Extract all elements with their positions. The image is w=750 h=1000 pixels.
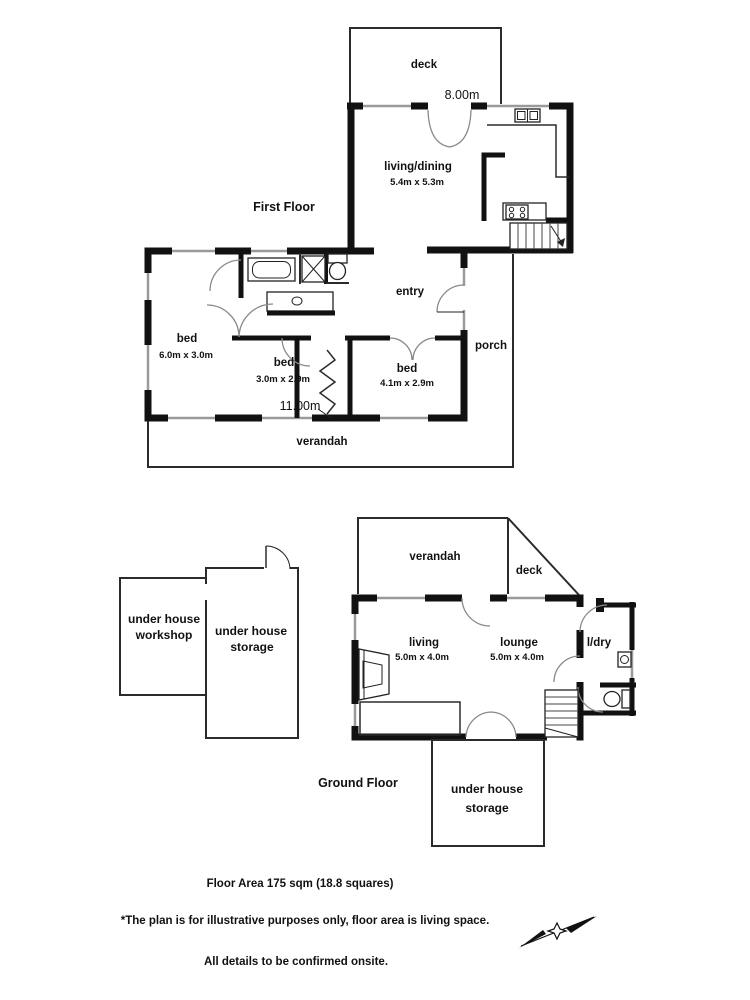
gf-verandah-label: verandah <box>409 551 461 563</box>
ff-living-dining-label: living/dining <box>384 161 452 173</box>
door-arc <box>390 338 435 360</box>
gf-storage-lower-label-2: storage <box>465 801 509 815</box>
vanity-icon <box>267 292 333 311</box>
bench-outline <box>360 702 460 735</box>
shower-icon <box>302 256 325 282</box>
fireplace-icon <box>359 649 389 700</box>
gf-workshop-label-1: under house <box>127 612 201 626</box>
ff-living-dining-dim: 5.4m x 5.3m <box>390 177 444 188</box>
bath-icon <box>248 258 295 281</box>
door-arc <box>554 656 580 682</box>
ff-bed1-dim: 6.0m x 3.0m <box>159 350 213 361</box>
ff-bed1-label: bed <box>176 333 198 345</box>
floor-area-text: Floor Area 175 sqm (18.8 squares) <box>206 878 394 890</box>
door-arc <box>210 260 241 291</box>
ground-floor-plan <box>120 518 636 846</box>
ff-bed3-label: bed <box>396 363 418 375</box>
gf-living-dim: 5.0m x 4.0m <box>395 652 449 663</box>
gf-storage-lower-label-1: under house <box>450 782 524 796</box>
laundry-tub-icon <box>618 652 631 667</box>
gf-living-label: living <box>408 637 440 649</box>
north-arrow-icon <box>519 916 597 948</box>
first-floor-plan <box>145 28 574 467</box>
ff-verandah-label: verandah <box>296 436 348 448</box>
ff-bed3-dim: 4.1m x 2.9m <box>380 378 434 389</box>
gf-lounge-label: lounge <box>500 637 538 649</box>
confirm-text: All details to be confirmed onsite. <box>203 956 389 968</box>
stove-icon <box>506 205 528 219</box>
ff-entry-label: entry <box>395 286 425 298</box>
gf-workshop-label-2: workshop <box>135 628 193 642</box>
gf-lounge-dim: 5.0m x 4.0m <box>490 652 544 663</box>
stairs-icon <box>510 223 567 249</box>
gf-storage-upper-label-1: under house <box>214 624 288 638</box>
sink-icon <box>515 109 540 122</box>
door-arc <box>462 598 490 626</box>
ff-porch-label: porch <box>475 340 507 352</box>
door-arc <box>466 712 516 737</box>
ff-deck-label: deck <box>410 59 438 71</box>
ground-floor-title: Ground Floor <box>318 776 398 790</box>
break-line <box>320 350 335 414</box>
gf-storage-upper-label-2: storage <box>230 640 274 654</box>
stairs-icon <box>545 690 578 737</box>
ff-width-dimension: 8.00m <box>444 88 480 102</box>
toilet-icon <box>604 690 630 708</box>
gf-laundry-label: l/dry <box>586 637 612 649</box>
gf-deck-label: deck <box>515 565 543 577</box>
ff-length-dimension: 11.00m <box>279 399 321 413</box>
door-arc <box>207 305 239 337</box>
french-door-arcs <box>428 110 471 147</box>
first-floor-title: First Floor <box>253 200 315 214</box>
kitchen-counter <box>487 125 569 177</box>
door-arc <box>266 546 290 569</box>
disclaimer-text: *The plan is for illustrative purposes only, floor area is living space. <box>120 915 490 927</box>
ff-bed2-dim: 3.0m x 2.9m <box>256 374 310 385</box>
ff-bed2-label: bed <box>273 357 295 369</box>
toilet-icon <box>328 254 347 280</box>
door-arc <box>437 285 464 312</box>
gf-verandah-outline <box>358 518 579 595</box>
